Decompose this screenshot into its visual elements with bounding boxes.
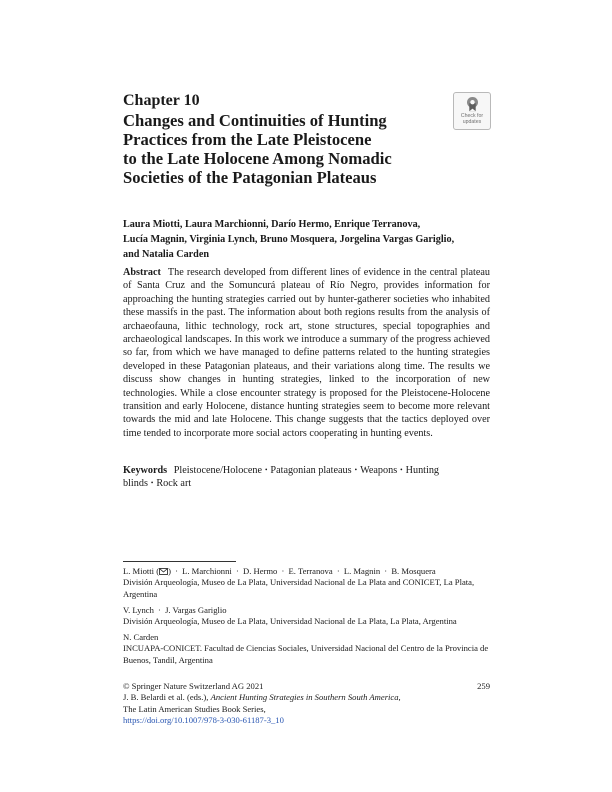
author-line: Laura Miotti, Laura Marchionni, Darío Hermo, Enrique Terranova, [123,219,421,230]
keyword: Hunting blinds [123,465,440,490]
keyword: Rock art [156,478,192,490]
doi-link[interactable]: https://doi.org/10.1007/978-3-030-61187-3_10 [123,715,284,726]
affiliation-names [123,605,493,616]
author-name: N. Carden [123,632,159,642]
abstract-text: The research developed from different lines of evidence in the central plateau of Santa Cruz and the Somuncurá plateau of Río Negro, provides information for approaching the hunting strategies carried out by hunter-gatherer societies who inhabited these massifs in the past. The information about both regions results from the analysis of archaeofauna, lithic technology, rock art, stone structures, special topographies and archaeological landscapes. In this work we introduce a summary of the progress achieved so far, from which we have managed to define patterns related to the hunting strategies developed in these Patagonian plateaus, and their variations along time. The results we discuss show changes in hunting strategies, linked to the incorporation of new technologies. While a close encounter strategy is proposed for the Pleistocene-Holocene transition and early Holocene, distance hunting strategies seem to become more relevant towards the mid and late Holocene. This change suggests that the tactics deployed over time tended to incorporate more social actors cooperating in hunting events. [123,267,490,439]
abstract [123,266,490,440]
author-name: L. Marchionni [182,566,232,576]
keyword-separator: • [354,466,358,474]
keyword: Weapons [360,465,398,476]
page-number: 259 [477,681,490,691]
keyword-separator: • [150,479,154,488]
author-name: D. Hermo [242,566,278,576]
author-name: J. Vargas Gariglio [165,605,227,615]
chapter-title-line: Changes and Continuities of Hunting [123,111,387,130]
affiliation-text: División Arqueología, Museo de La Plata, Universidad Nacional de La Plata and CONICET, La Plata, Argentina [123,577,475,599]
chapter-title-line: to the Late Holocene Among Nomadic [123,149,392,168]
chapter-title-line: Practices from the Late Pleistocene [123,130,372,149]
badge-line: Check for [460,113,484,119]
keyword: Patagonian plateaus [270,465,352,476]
copyright-line: © Springer Nature Switzerland AG 2021 [123,681,264,691]
chapter-label: Chapter 10 [123,92,200,109]
name-separator: · [336,566,340,576]
chapter-title [123,111,443,187]
keyword: Pleistocene/Holocene [173,465,262,476]
check-for-updates-label [454,113,490,125]
author-name: L. Magnin [343,566,381,576]
affiliation-names [123,566,493,577]
author-name: E. Terranova [288,566,333,576]
name-separator: · [158,605,161,615]
author-line: Lucía Magnin, Virginia Lynch, Bruno Mosquera, Jorgelina Vargas Gariglio, [123,234,455,245]
name-separator: · [175,566,178,576]
affiliation-names [123,632,493,643]
book-title: Ancient Hunting Strategies in Southern South America [210,692,399,703]
affiliation-text: INCUAPA-CONICET. Facultad de Ciencias Sociales, Universidad Nacional del Centro de la Provincia de Buenos, Tandil, Argentina [123,643,489,665]
check-for-updates-badge[interactable] [453,92,491,130]
email-icon[interactable]: ( ) [156,566,171,576]
abstract-heading: Abstract [123,267,161,278]
keywords-heading: Keywords [123,465,168,476]
chapter-title-line: Societies of the Patagonian Plateaus [123,168,377,187]
citation-footer [123,681,490,727]
author-name: B. Mosquera [391,566,436,576]
keyword-separator: • [264,466,268,474]
check-for-updates-icon [466,96,479,112]
author-name: L. Miotti [123,566,155,576]
author-line: and Natalia Carden [123,249,210,260]
keyword-separator: • [400,466,403,474]
name-separator: · [235,566,239,576]
name-separator: · [281,566,285,576]
citation-suffix: , [398,692,401,703]
affiliation-text: División Arqueología, Museo de La Plata, Universidad Nacional de La Plata, La Plata, Argentina [123,616,457,627]
affiliation-block [123,566,493,600]
citation-prefix: J. B. Belardi et al. (eds.), [123,692,209,703]
author-name: V. Lynch [123,605,154,615]
affiliation-block [123,632,493,666]
keywords [123,464,490,491]
series-line: The Latin American Studies Book Series, [123,703,266,714]
author-list [123,217,493,262]
name-separator: · [384,566,388,576]
affiliation-block [123,605,493,628]
citation-line [123,692,490,703]
footnote-divider [123,561,236,562]
badge-line: updates [462,119,482,125]
